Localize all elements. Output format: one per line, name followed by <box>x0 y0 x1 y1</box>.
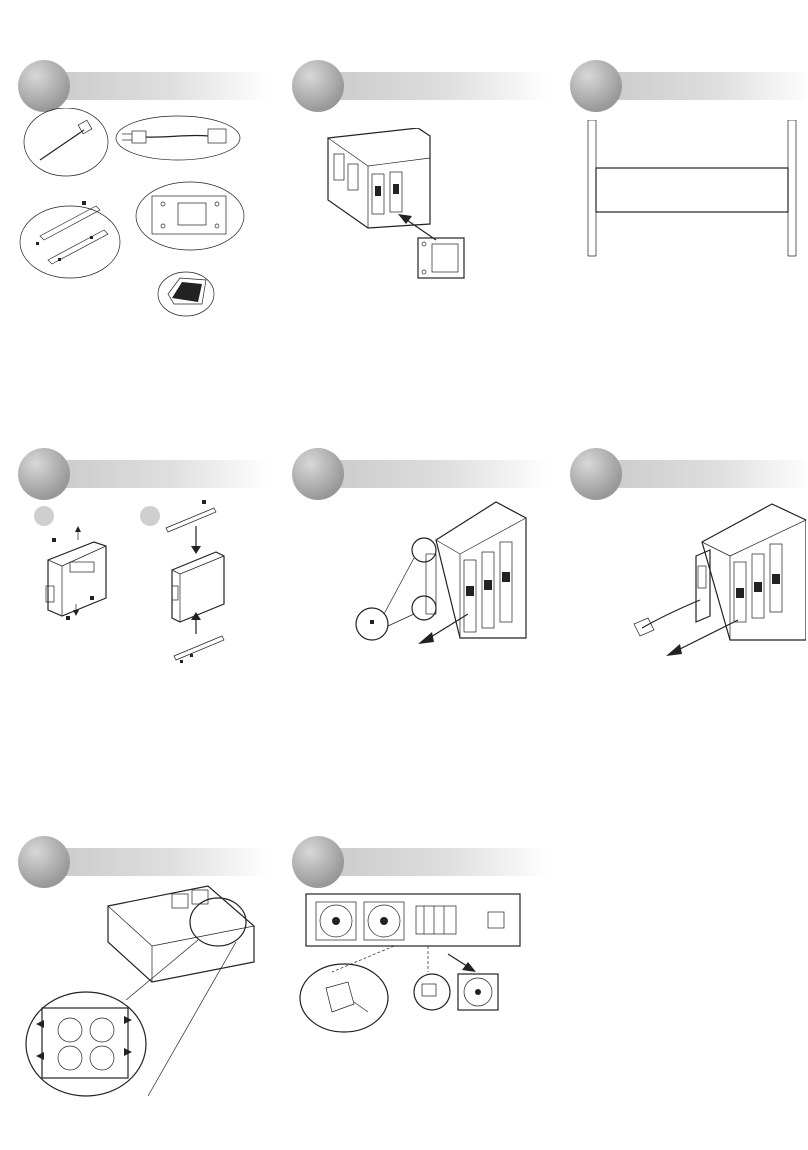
step-number-badge <box>18 60 70 112</box>
accessories-illustration <box>18 108 278 338</box>
slide-out-illustration <box>626 500 806 660</box>
top-view-illustration <box>22 880 258 1102</box>
sub-step-badge <box>140 506 160 526</box>
step-number-badge <box>292 448 344 500</box>
step-number-badge <box>570 60 622 112</box>
step-number-badge <box>18 448 70 500</box>
fan-replacement-illustration <box>298 892 528 1042</box>
slider-attach-illustration <box>30 500 250 670</box>
step-number-badge <box>292 60 344 112</box>
step-number-badge <box>570 448 622 500</box>
sub-step-badge <box>34 506 54 526</box>
step-number-badge <box>292 836 344 888</box>
rack-illustration <box>584 120 804 260</box>
slide-in-illustration <box>350 498 530 648</box>
mount-ear-illustration <box>318 128 478 298</box>
power-cord-icon <box>116 116 240 160</box>
slider-set-icon <box>20 206 120 278</box>
